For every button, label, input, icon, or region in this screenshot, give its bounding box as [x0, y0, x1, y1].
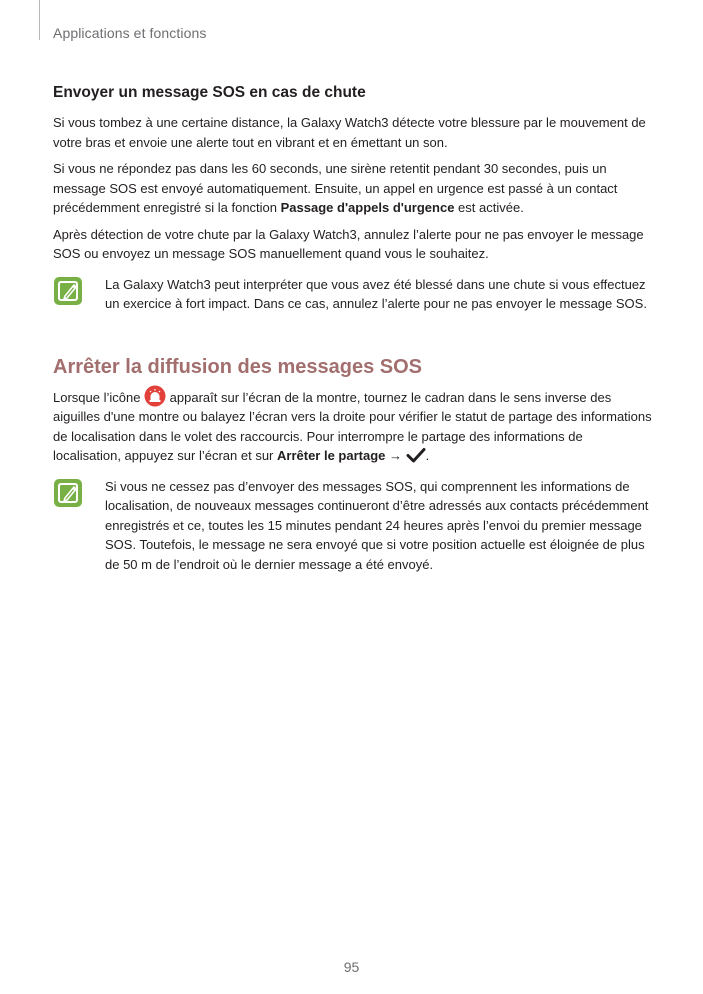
note-pencil-icon [53, 276, 83, 306]
note-pencil-icon [53, 478, 83, 508]
section-title: Applications et fonctions [53, 25, 207, 41]
arrow-separator: → [385, 448, 406, 464]
stop-sos-heading: Arrêter la diffusion des messages SOS [53, 355, 423, 378]
sos-alarm-icon [144, 385, 166, 407]
stop-paragraph-end: . [425, 448, 430, 464]
stop-paragraph-start: Lorsque l’icône [53, 389, 145, 405]
stop-sharing-label: Arrêter le partage [277, 448, 386, 464]
checkmark-icon [406, 447, 426, 463]
fall-paragraph-2-text: Si vous ne répondez pas dans les 60 seconds, une sirène retentit pendant 30 secondes, puis un message SOS est envoyé automatiquement. Ensuite, un appel en urgence est passé à un contact précédemment enregistré si la fonction [53, 161, 618, 215]
page-number: 95 [343, 959, 360, 975]
fall-paragraph-3: Après détection de votre chute par la Galaxy Watch3, annulez l’alerte pour ne pas envoyer le message SOS ou envoyez un message SOS manuellement quand vous le souhaitez. [53, 226, 644, 261]
page-content [53, 83, 653, 574]
emergency-call-feature-name: Passage d'appels d'urgence [280, 200, 455, 215]
fall-paragraph-2 [53, 159, 653, 218]
fall-sos-heading: Envoyer un message SOS en cas de chute [53, 84, 366, 101]
fall-note [53, 275, 653, 314]
header-rule [39, 0, 40, 40]
fall-paragraph-1: Si vous tombez à une certaine distance, la Galaxy Watch3 détecte votre blessure par le mouvement de votre bras et envoie une alerte tout en vibrant et en émettant un son. [53, 115, 646, 150]
stop-note-text: Si vous ne cessez pas d’envoyer des messages SOS, qui comprennent les informations de localisation, de nouveaux messages continueront d’être adressés aux contacts précédemment enregistrés et ce, toutes les 15 minutes pendant 24 heures après l’envoi du premier message SOS. Toutefois, le message ne sera envoyé que si votre position actuelle est éloignée de plus de 50 m de l’endroit où le dernier message a été envoyé. [105, 478, 649, 572]
fall-paragraph-2-end: est activée. [454, 200, 524, 215]
stop-note [53, 477, 653, 575]
fall-note-text: La Galaxy Watch3 peut interpréter que vous avez été blessé dans une chute si vous effectuez un exercice à fort impact. Dans ce cas, annulez l’alerte pour ne pas envoyer le message SOS. [105, 276, 647, 311]
stop-paragraph-body: apparaît sur l’écran de la montre, tournez le cadran dans le sens inverse des aiguilles d'une montre ou balayez l’écran vers la droite pour vérifier le statut de partage des informations de localisation dans le volet des raccourcis. Pour interrompre le partage des informations de localisation, appuyez sur l’écran et sur [53, 389, 652, 464]
stop-paragraph [53, 388, 653, 466]
